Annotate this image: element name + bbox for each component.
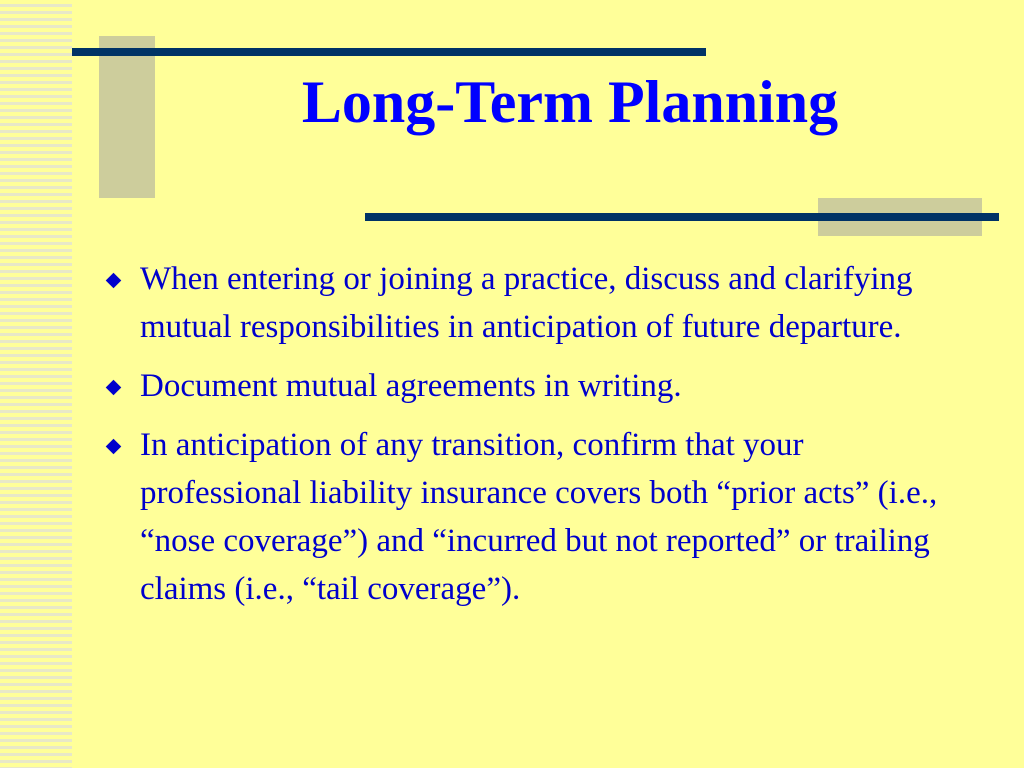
top-rule [72,48,706,56]
bullet-text: In anticipation of any transition, confirm that your professional liability insurance covers both “prior acts” (i.e., “nose coverage”) and “incurred but not reported” or trailing claims (i.e., “tail coverage”). [140,427,938,607]
striped-side-border [0,0,72,768]
bullet-text: Document mutual agreements in writing. [140,368,682,404]
bullet-list [105,255,965,624]
bullet-text: When entering or joining a practice, discuss and clarifying mutual responsibilities in anticipation of future departure. [140,261,913,345]
slide-title: Long-Term Planning [301,69,839,135]
vertical-accent-bar [99,36,155,198]
diamond-bullet-icon [106,439,122,455]
bullet-item [105,362,965,410]
bottom-rule [365,213,999,221]
diamond-bullet-icon [106,273,122,289]
bullet-item [105,421,965,613]
bullet-item [105,255,965,351]
diamond-bullet-icon [106,380,122,396]
